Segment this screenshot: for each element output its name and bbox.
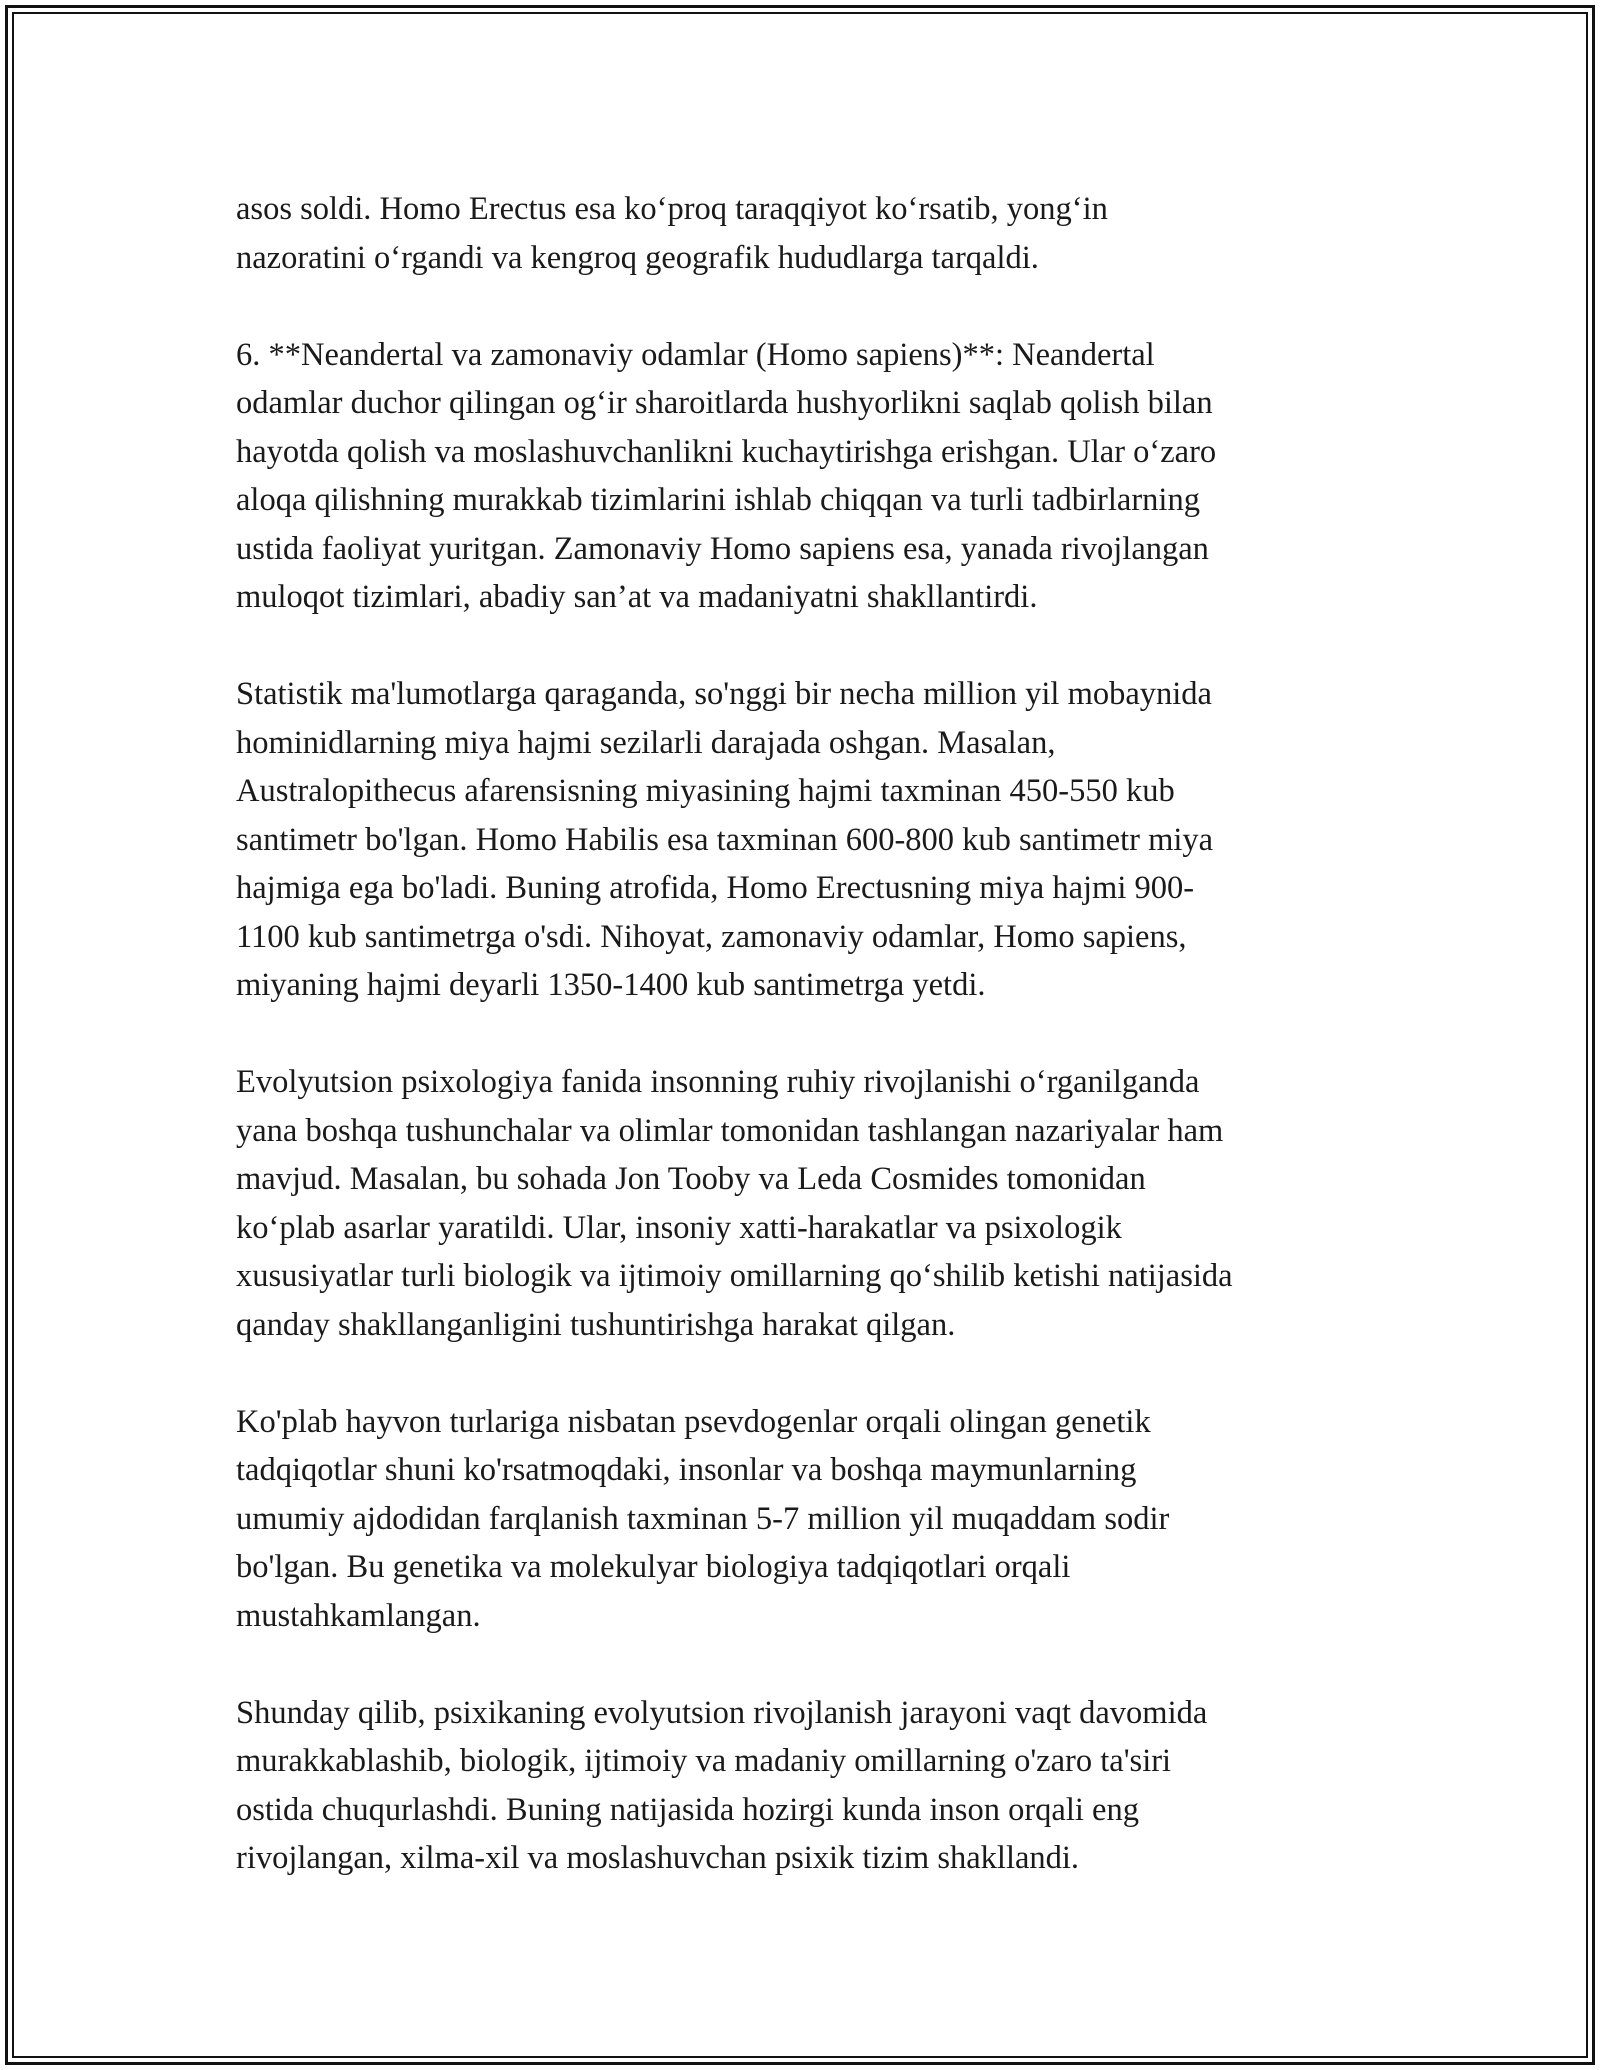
- text-line: nazoratini o‘rgandi va kengroq geografik hududlarga tarqaldi.: [236, 239, 1039, 276]
- text-line: qanday shakllanganligini tushuntirishga harakat qilgan.: [236, 1306, 956, 1343]
- text-line: mavjud. Masalan, bu sohada Jon Tooby va Leda Cosmides tomonidan: [236, 1161, 1146, 1197]
- text-line: 6. **Neandertal va zamonaviy odamlar (Homo sapiens)**: Neandertal: [236, 336, 1155, 373]
- text-line: yana boshqa tushunchalar va olimlar tomonidan tashlangan nazariyalar ham: [236, 1112, 1224, 1149]
- text-line: tadqiqotlar shuni ko'rsatmoqdaki, insonlar va boshqa maymunlarning: [236, 1452, 1137, 1488]
- paragraph-evolutionary-psychology: [236, 1058, 1386, 1349]
- text-line: Australopithecus afarensisning miyasining hajmi taxminan 450-550 kub: [236, 773, 1175, 809]
- paragraph-homo-erectus: [236, 185, 1386, 282]
- text-line: 1100 kub santimetrga o'sdi. Nihoyat, zamonaviy odamlar, Homo sapiens,: [236, 918, 1187, 955]
- text-line: ostida chuqurlashdi. Buning natijasida hozirgi kunda inson orqali eng: [236, 1791, 1139, 1828]
- text-line: hayotda qolish va moslashuvchanlikni kuchaytirishga erishgan. Ular o‘zaro: [236, 433, 1217, 470]
- text-line: ustida faoliyat yuritgan. Zamonaviy Homo sapiens esa, yanada rivojlangan: [236, 530, 1209, 567]
- text-line: xususiyatlar turli biologik va ijtimoiy omillarning qo‘shilib ketishi natijasida: [236, 1258, 1233, 1294]
- text-line: Evolyutsion psixologiya fanida insonning ruhiy rivojlanishi o‘rganilganda: [236, 1064, 1200, 1100]
- text-line: santimetr bo'lgan. Homo Habilis esa taxminan 600-800 kub santimetr miya: [236, 821, 1214, 858]
- paragraph-neandertal: [236, 331, 1386, 622]
- text-line: umumiy ajdodidan farqlanish taxminan 5-7 million yil muqaddam sodir: [236, 1500, 1170, 1537]
- paragraph-conclusion: [236, 1689, 1386, 1883]
- text-line: mustahkamlangan.: [236, 1597, 481, 1634]
- text-line: hajmiga ega bo'ladi. Buning atrofida, Homo Erectusning miya hajmi 900-: [236, 870, 1195, 906]
- document-body: [236, 185, 1386, 1883]
- text-line: odamlar duchor qilingan og‘ir sharoitlarda hushyorlikni saqlab qolish bilan: [236, 385, 1213, 421]
- text-line: aloqa qilishning murakkab tizimlarini ishlab chiqqan va turli tadbirlarning: [236, 482, 1200, 518]
- text-line: miyaning hajmi deyarli 1350-1400 kub santimetrga yetdi.: [236, 967, 986, 1003]
- text-line: Statistik ma'lumotlarga qaraganda, so'nggi bir necha million yil mobaynida: [236, 676, 1212, 712]
- text-line: muloqot tizimlari, abadiy san’at va madaniyatni shakllantirdi.: [236, 579, 1038, 615]
- text-line: Ko'plab hayvon turlariga nisbatan psevdogenlar orqali olingan genetik: [236, 1403, 1151, 1440]
- text-line: asos soldi. Homo Erectus esa ko‘proq taraqqiyot ko‘rsatib, yong‘in: [236, 191, 1108, 227]
- text-line: rivojlangan, xilma-xil va moslashuvchan psixik tizim shakllandi.: [236, 1840, 1080, 1876]
- paragraph-genetic-research: [236, 1398, 1386, 1641]
- text-line: hominidlarning miya hajmi sezilarli darajada oshgan. Masalan,: [236, 724, 1056, 761]
- text-line: bo'lgan. Bu genetika va molekulyar biologiya tadqiqotlari orqali: [236, 1549, 1071, 1585]
- text-line: Shunday qilib, psixikaning evolyutsion rivojlanish jarayoni vaqt davomida: [236, 1694, 1208, 1731]
- paragraph-brain-size-statistics: [236, 670, 1386, 1010]
- text-line: ko‘plab asarlar yaratildi. Ular, insoniy xatti-harakatlar va psixologik: [236, 1209, 1122, 1246]
- text-line: murakkablashib, biologik, ijtimoiy va madaniy omillarning o'zaro ta'siri: [236, 1743, 1172, 1779]
